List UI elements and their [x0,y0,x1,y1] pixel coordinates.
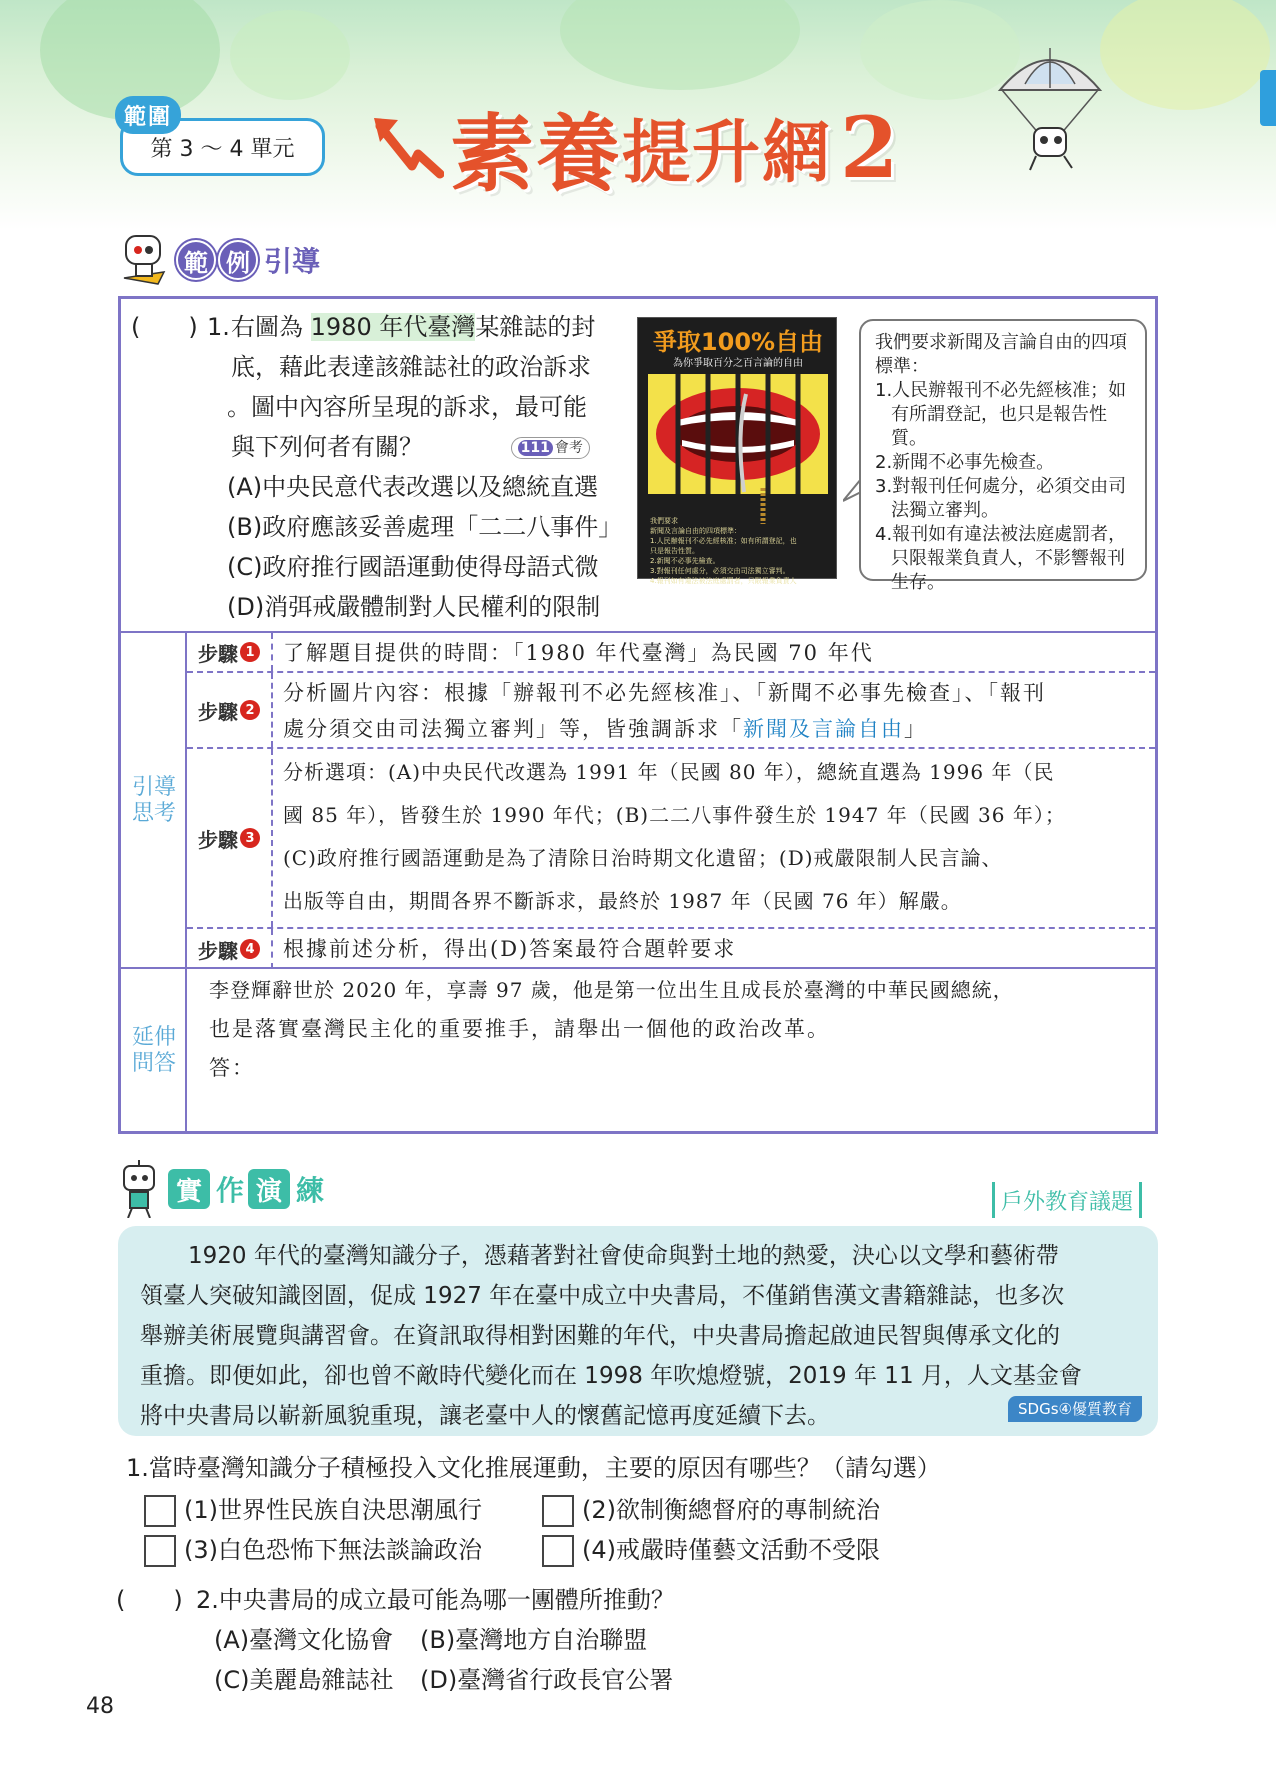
exam-source-tag: 111 會考 [511,437,590,459]
step-divider [271,633,273,671]
caged-mouth-icon [648,374,828,494]
example-badge-1: 範 [176,240,216,280]
step-text: 分析圖片內容：根據「辦報刊不必先經核准」、「新聞不必事先檢查」、「報刊 處分須交由司法獨立審判」等，皆強調訴求「新聞及言論自由」 [283,681,1046,741]
speech-item: 1.人民辦報刊不必先經核准；如有所謂登記，也只是報告性質。 [875,380,1127,449]
title-part1: 素養 [450,103,623,203]
speech-bubble [859,319,1147,593]
example-section-heading [118,232,320,288]
step-text: 分析選項：(A)中央民代改選為 1991 年（民國 80 年），總統直選為 1996 年（民 國 85 年），皆發生於 1990 年代；(B)二二八事件發生於 1947 年（民國 36 年）； (C)政府推行國語運動是為了清除日治時期文化遺留；(D)戒嚴限制人民言論、 出版等自由，期間各界不斷訴求，最終於 1987 年（民國 76 年）解嚴。 [283,760,1066,913]
highlight-period: 1980 年代臺灣 [310,313,476,341]
step-text: 根據前述分析，得出(D)答案最符合題幹要求 [283,937,737,961]
example-box [118,296,1158,1134]
option-d: (D)臺灣省行政長官公署 [420,1666,674,1694]
sdg-tag: SDGs④優質教育 [1008,1396,1142,1422]
option-a: (A)臺灣文化協會 [214,1626,394,1654]
option-c: (C)政府推行國語運動使得母語式微 [227,553,599,581]
step-text: 了解題目提供的時間：「1980 年代臺灣」為民國 70 年代 [283,641,874,665]
option-d: (D)消弭戒嚴體制對人民權利的限制 [227,593,601,621]
checkbox-option-2[interactable]: (2)欲制衡總督府的專制統治 [542,1490,880,1530]
poster-footnote: 我們要求 新聞及言論自由的四項標準： 1.人民辦報刊不必先經核准；如有所謂登記，也 只是報告性質。 2.新聞不必事先檢查。 3.對報刊任何處分，必須交由司法獨立審判。 4.報刊如有違法被法庭處罰者，只限報業負責人 [650,517,797,585]
passage-line: 將中央書局以嶄新風貌重現，讓老臺中人的懷舊記憶再度延續下去。 [140,1403,830,1429]
checkbox[interactable] [144,1535,176,1567]
passage-line: 舉辦美術展覽與講習會。在資訊取得相對困難的年代，中央書局擔起啟迪民智與傳承文化的 [140,1323,1060,1349]
practice-section-heading [118,1160,328,1218]
extension-text: 李登輝辭世於 2020 年，享壽 97 歲，他是第一位出生且成長於臺灣的中華民國總統， 也是落實臺灣民主化的重要推手，請舉出一個他的政治改革。 答： [209,969,1149,1088]
practice-badge-2: 演 [248,1169,290,1209]
page-title [372,92,900,202]
checkbox[interactable] [144,1495,176,1527]
checkbox-option-4[interactable]: (4)戒嚴時僅藝文活動不受限 [542,1530,880,1570]
question-stem-line: 與下列何者有關？ 111 會考 [231,427,590,467]
question-stem-line: 底，藉此表達該雜誌社的政治訴求 [231,353,591,381]
robot-mascot-icon [118,232,170,288]
guide-side-label: 引導思考 [131,775,176,826]
passage-line: 1920 年代的臺灣知識分子，憑藉著對社會使命與對土地的熱愛，決心以文學和藝術帶 [188,1243,1059,1269]
speech-item: 3.對報刊任何處分，必須交由司法獨立審判。 [875,476,1127,521]
step-label: 步驟 1 [187,633,271,671]
answer-field[interactable]: 答： [209,1056,255,1080]
checkbox[interactable] [542,1535,574,1567]
passage-line: 領臺人突破知識囹圄，促成 1927 年在臺中成立中央書局，不僅銷售漢文書籍雜誌，也多次 [140,1283,1065,1309]
answer-paren[interactable]: ( ) [131,313,198,341]
speech-item: 4.報刊如有違法被法庭處罰者，只限報業負責人，不影響報刊生存。 [875,524,1127,593]
step-row-4 [187,929,1155,969]
range-text: 第 3 ～ 4 單元 [150,136,295,162]
poster-subtitle: 為你爭取百分之百言論的自由 [673,358,803,369]
question-stem-line: 右圖為 1980 年代臺灣某雜誌的封 [231,313,596,341]
step-divider [271,749,273,927]
step-divider [271,929,273,969]
question-stem-line: 。圖中內容所呈現的訴求，最可能 [227,393,587,421]
reading-passage [118,1226,1158,1436]
speech-list [875,379,1135,595]
practice-question-2: 2.中央書局的成立最可能為哪一團體所推動？ [196,1586,675,1614]
bokeh-decoration [560,0,800,90]
poster-title: 爭取100%自由 [652,328,824,356]
step-divider [271,673,273,747]
zigzag-arrow-icon [372,112,444,182]
passage-line: 重擔。即便如此，卻也曾不敵時代變化而在 1998 年吹熄燈號，2019 年 11 月，人文基金會 [140,1363,1082,1389]
bokeh-decoration [1100,0,1270,110]
answer-paren[interactable]: ( ) [116,1586,183,1614]
practice-badge-1: 實 [168,1169,210,1209]
practice-heading-text: 作 [216,1174,245,1207]
side-tab [1260,70,1276,126]
parachute-robot-icon [990,40,1110,175]
step-row-3 [187,749,1155,929]
checkbox-option-3[interactable]: (3)白色恐怖下無法談論政治 [144,1530,482,1570]
step-label: 步驟 4 [187,929,271,969]
step-label: 步驟 3 [187,749,271,927]
step-row-1 [187,633,1155,673]
practice-heading-text: 練 [296,1174,325,1207]
step-row-2 [187,673,1155,749]
option-b: (B)臺灣地方自治聯盟 [420,1626,648,1654]
step-label: 步驟 2 [187,673,271,747]
extension-question [121,967,1155,1131]
example-heading-text: 引導 [264,245,321,278]
question-1 [121,299,1155,631]
checkbox[interactable] [542,1495,574,1527]
magazine-poster-image [637,317,837,585]
page-number: 48 [86,1694,114,1719]
option-c: (C)美麗島雜誌社 [214,1666,394,1694]
title-number: 2 [840,97,901,197]
checkbox-option-1[interactable]: (1)世界性民族自決思潮風行 [144,1490,482,1530]
range-tag: 範圍 [115,96,181,134]
title-part2: 提升網 [622,112,833,193]
guide-steps [121,631,1155,967]
practice-question-1: 1.當時臺灣知識分子積極投入文化推展運動，主要的原因有哪些？（請勾選） [126,1454,941,1482]
column-divider [185,969,187,1133]
speech-item: 2.新聞不必事先檢查。 [875,452,1055,473]
extension-side-label: 延伸問答 [131,1025,176,1076]
option-a: (A)中央民意代表改選以及總統直選 [227,473,599,501]
bokeh-decoration [230,10,350,100]
speech-intro: 我們要求新聞及言論自由的四項標準： [875,332,1127,377]
robot-mascot-icon [118,1160,162,1218]
question-number: 1. [207,313,230,341]
issue-tag: 戶外教育議題 [992,1182,1142,1218]
option-b: (B)政府應該妥善處理「二二八事件」 [227,513,623,541]
example-badge-2: 例 [218,240,258,280]
highlight-term: 新聞及言論自由 [743,717,904,741]
